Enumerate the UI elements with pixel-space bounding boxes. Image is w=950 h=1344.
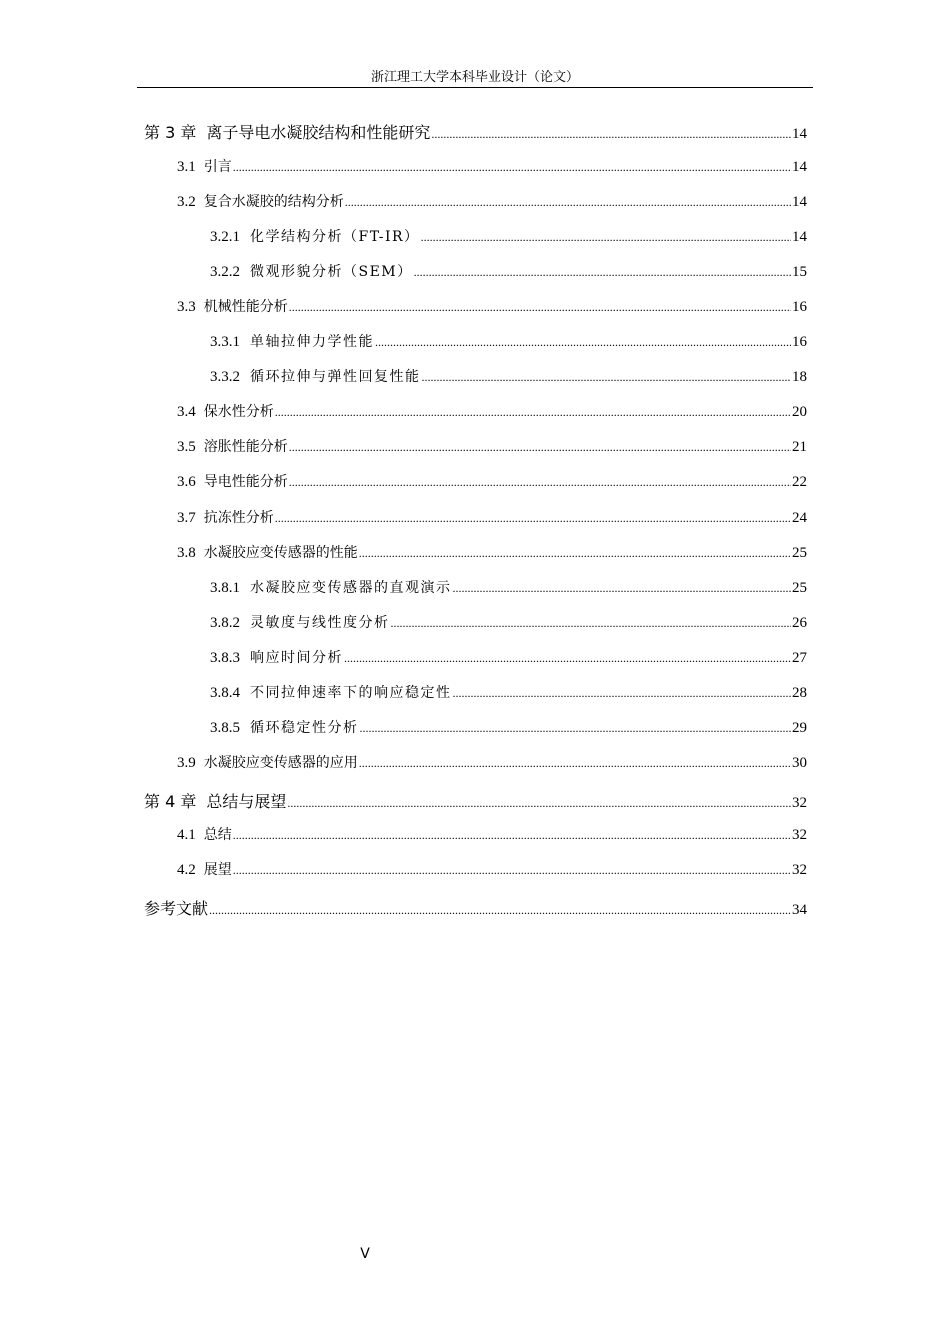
toc-entry-number: 3.7 — [177, 510, 196, 526]
toc-entry-chapter-4[interactable] — [144, 789, 807, 812]
toc-leader-dots — [209, 903, 791, 918]
toc-entry-3-8-3[interactable] — [210, 647, 807, 667]
toc-leader-dots — [359, 546, 791, 561]
toc-entry-3-8-5[interactable] — [210, 717, 807, 737]
toc-entry-3-5[interactable] — [177, 436, 807, 456]
toc-entry-page: 32 — [792, 862, 807, 878]
toc-entry-number: 3.8.1 — [210, 580, 240, 596]
toc-entry-title: 循环拉伸与弹性回复性能 — [250, 369, 421, 385]
toc-entry-number: 3.8 — [177, 545, 196, 561]
toc-leader-dots — [275, 511, 791, 526]
toc-entry-page: 18 — [792, 369, 807, 385]
toc-leader-dots — [422, 370, 792, 385]
toc-entry-number: 3.2.2 — [210, 264, 240, 280]
toc-entry-page: 32 — [792, 827, 807, 843]
toc-entry-title: 展望 — [203, 862, 232, 878]
toc-entry-references[interactable] — [144, 896, 807, 919]
toc-entry-number: 4.1 — [177, 827, 196, 843]
toc-entry-number: 3.8.2 — [210, 615, 240, 631]
toc-leader-dots — [359, 756, 791, 771]
toc-entry-page: 15 — [792, 264, 807, 280]
toc-entry-chapter-3[interactable] — [144, 120, 807, 143]
toc-entry-page: 27 — [792, 650, 807, 666]
toc-entry-3-8-4[interactable] — [210, 682, 807, 702]
toc-entry-4-2[interactable] — [177, 859, 807, 879]
toc-entry-number: 3.3 — [177, 299, 196, 315]
toc-entry-3-7[interactable] — [177, 507, 807, 527]
toc-entry-title: 水凝胶应变传感器的性能 — [203, 545, 358, 561]
toc-entry-number: 3.8.3 — [210, 650, 240, 666]
toc-entry-page: 29 — [792, 720, 807, 736]
toc-entry-title: 响应时间分析 — [250, 650, 343, 666]
toc-entry-title: 复合水凝胶的结构分析 — [203, 194, 344, 210]
toc-entry-3-3[interactable] — [177, 296, 807, 316]
toc-entry-page: 28 — [792, 685, 807, 701]
page-header: 浙江理工大学本科毕业设计（论文） — [370, 70, 579, 85]
toc-entry-title: 水凝胶应变传感器的直观演示 — [250, 580, 452, 596]
toc-entry-title: 溶胀性能分析 — [203, 439, 288, 455]
toc-entry-3-3-2[interactable] — [210, 366, 807, 386]
toc-entry-page: 24 — [792, 510, 807, 526]
toc-entry-page: 26 — [792, 615, 807, 631]
toc-entry-number: 3.1 — [177, 159, 196, 175]
toc-entry-title: 灵敏度与线性度分析 — [250, 615, 390, 631]
toc-entry-number: 4.2 — [177, 862, 196, 878]
toc-entry-page: 20 — [792, 404, 807, 420]
toc-entry-title: 引言 — [203, 159, 232, 175]
toc-leader-dots — [375, 335, 791, 350]
toc-entry-title: 水凝胶应变传感器的应用 — [203, 755, 358, 771]
toc-entry-page: 21 — [792, 439, 807, 455]
toc-entry-title: 循环稳定性分析 — [250, 720, 359, 736]
toc-entry-page: 25 — [792, 545, 807, 561]
toc-entry-3-4[interactable] — [177, 401, 807, 421]
toc-entry-title: 微观形貌分析（SEM） — [250, 264, 413, 280]
toc-entry-title: 离子导电水凝胶结构和性能研究 — [206, 123, 431, 142]
toc-entry-title: 单轴拉伸力学性能 — [250, 334, 374, 350]
toc-entry-page: 16 — [792, 334, 807, 350]
toc-entry-number: 3.2 — [177, 194, 196, 210]
toc-entry-3-6[interactable] — [177, 471, 807, 491]
toc-leader-dots — [345, 195, 791, 210]
toc-entry-page: 22 — [792, 474, 807, 490]
toc-leader-dots — [414, 265, 791, 280]
toc-entry-title: 总结与展望 — [206, 792, 287, 811]
toc-entry-page: 30 — [792, 755, 807, 771]
toc-entry-3-3-1[interactable] — [210, 331, 807, 351]
toc-entry-title: 不同拉伸速率下的响应稳定性 — [250, 685, 452, 701]
toc-entry-title: 保水性分析 — [203, 404, 274, 420]
toc-entry-number: 第 3 章 — [144, 123, 197, 142]
toc-entry-title: 抗冻性分析 — [203, 510, 274, 526]
toc-entry-number: 3.8.5 — [210, 720, 240, 736]
toc-entry-3-8-1[interactable] — [210, 577, 807, 597]
toc-entry-title: 化学结构分析（FT-IR） — [250, 229, 420, 245]
toc-leader-dots — [431, 127, 791, 142]
toc-entry-title: 参考文献 — [144, 899, 209, 918]
toc-entry-number: 3.3.2 — [210, 369, 240, 385]
toc-entry-3-1[interactable] — [177, 156, 807, 176]
toc-entry-3-2-2[interactable] — [210, 261, 807, 281]
toc-entry-number: 第 4 章 — [144, 792, 197, 811]
toc-leader-dots — [360, 721, 792, 736]
toc-entry-number: 3.2.1 — [210, 229, 240, 245]
toc-entry-page: 14 — [792, 229, 807, 245]
toc-leader-dots — [391, 616, 792, 631]
toc-entry-page: 25 — [792, 580, 807, 596]
toc-leader-dots — [289, 300, 791, 315]
toc-entry-3-8-2[interactable] — [210, 612, 807, 632]
toc-entry-title: 导电性能分析 — [203, 474, 288, 490]
toc-entry-number: 3.4 — [177, 404, 196, 420]
toc-entry-number: 3.8.4 — [210, 685, 240, 701]
toc-leader-dots — [453, 686, 792, 701]
toc-leader-dots — [287, 796, 791, 811]
toc-leader-dots — [233, 863, 791, 878]
toc-entry-number: 3.5 — [177, 439, 196, 455]
toc-entry-page: 34 — [792, 902, 807, 918]
toc-entry-number: 3.3.1 — [210, 334, 240, 350]
toc-leader-dots — [289, 475, 791, 490]
toc-entry-page: 32 — [792, 795, 807, 811]
toc-entry-3-2-1[interactable] — [210, 226, 807, 246]
toc-entry-3-8[interactable] — [177, 542, 807, 562]
toc-leader-dots — [233, 828, 791, 843]
toc-entry-title: 总结 — [203, 827, 232, 843]
toc-leader-dots — [421, 230, 791, 245]
toc-entry-page: 14 — [792, 194, 807, 210]
toc-entry-number: 3.9 — [177, 755, 196, 771]
toc-leader-dots — [289, 440, 791, 455]
toc-leader-dots — [233, 160, 791, 175]
toc-entry-4-1[interactable] — [177, 824, 807, 844]
toc-entry-3-2[interactable] — [177, 191, 807, 211]
toc-entry-title: 机械性能分析 — [203, 299, 288, 315]
toc-entry-page: 14 — [792, 126, 807, 142]
page-number: V — [360, 1246, 370, 1262]
toc-entry-page: 16 — [792, 299, 807, 315]
toc-leader-dots — [344, 651, 791, 666]
toc-leader-dots — [275, 405, 791, 420]
toc-leader-dots — [453, 581, 792, 596]
toc-entry-3-9[interactable] — [177, 752, 807, 772]
toc-entry-number: 3.6 — [177, 474, 196, 490]
toc-entry-page: 14 — [792, 159, 807, 175]
